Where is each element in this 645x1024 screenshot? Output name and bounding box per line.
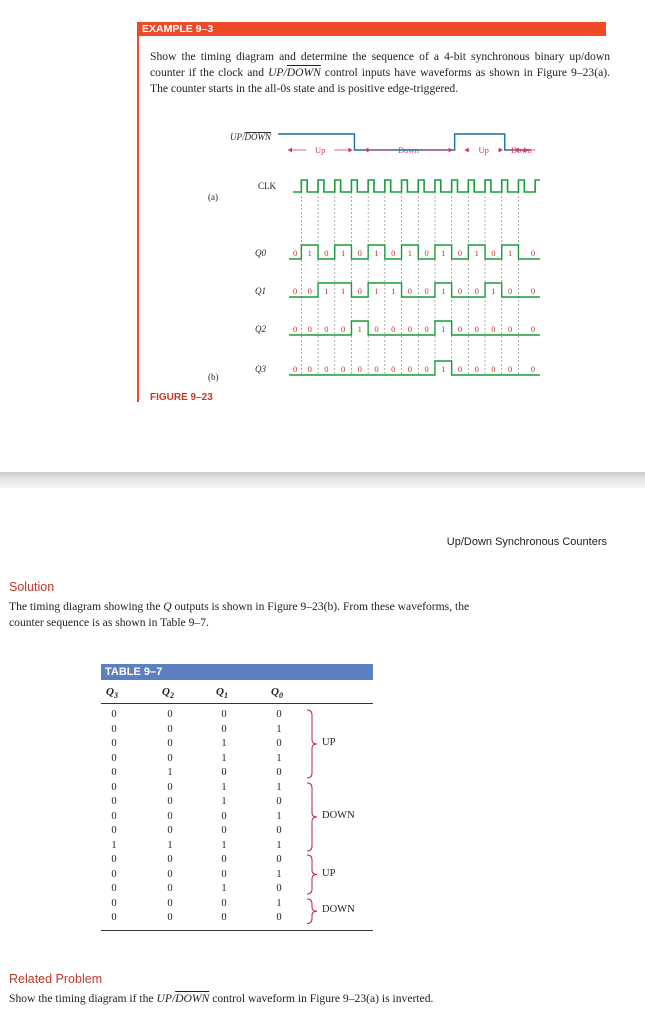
bit-Q0: 1 (441, 248, 446, 258)
group-label: UP (322, 867, 336, 879)
q-label-Q2: Q2 (255, 324, 266, 334)
bit-Q2: 0 (407, 324, 413, 334)
brace-path (307, 783, 317, 851)
table-cell: 0 (221, 854, 227, 865)
table-cell: 0 (276, 912, 282, 923)
bit-Q1: 0 (457, 286, 463, 296)
table-header: $Q_0$ (271, 686, 283, 701)
table-cell: 0 (111, 897, 117, 909)
table-cell: 0 (167, 810, 173, 822)
page-separator (0, 472, 645, 488)
bit-Q2: 0 (530, 324, 536, 334)
table-header-sub: 2 (169, 691, 174, 701)
bit-Q3: 0 (293, 364, 298, 374)
bit-Q0: 0 (324, 248, 329, 258)
bit-Q1: 0 (407, 286, 413, 296)
example-text (150, 49, 610, 97)
table-title: TABLE 9–7 (101, 664, 373, 680)
bit-Q1: 0 (307, 286, 312, 296)
table-cell: 0 (167, 709, 173, 720)
table-cell: 0 (167, 883, 173, 894)
bit-Q0: 0 (424, 248, 429, 258)
bit-Q0: 1 (474, 248, 479, 258)
bit-Q2: 0 (374, 324, 379, 334)
figure-caption: FIGURE 9–23 (150, 392, 213, 403)
bit-Q2: 0 (474, 324, 479, 334)
table-cell: 0 (276, 883, 282, 894)
bit-Q3: 0 (530, 364, 536, 374)
table-cell: 0 (167, 912, 173, 923)
brace-path (307, 855, 317, 894)
table-cell: 1 (276, 839, 282, 851)
bit-Q3: 0 (407, 364, 413, 374)
figure-label-a: (a) (208, 192, 218, 202)
bit-Q2: 0 (307, 324, 312, 334)
table-cell: 0 (221, 723, 227, 735)
table-cell: 0 (111, 767, 117, 778)
bit-Q0: 0 (293, 248, 298, 258)
table-cell: 0 (221, 825, 227, 836)
table-cell: 1 (276, 752, 282, 764)
table-cell: 1 (276, 723, 282, 735)
group-brace (305, 898, 319, 925)
table-cell: 1 (221, 738, 227, 749)
example-text-b: control inputs have waveforms as shown in Figure 9–23(a). The counter starts in the all-0s state and is positive edge-triggered. (150, 66, 610, 95)
table-cell: 1 (221, 796, 227, 807)
bit-Q1: 0 (424, 286, 429, 296)
q-label-Q0: Q0 (255, 248, 266, 258)
bit-Q0: 1 (374, 248, 379, 258)
table-cell: 0 (167, 752, 173, 764)
table-cell: 0 (276, 767, 282, 778)
updown-label: UP/DOWN (230, 132, 271, 142)
figure-label-b: (b) (208, 372, 219, 382)
table-cell: 0 (111, 854, 117, 865)
table-cell: 0 (276, 709, 282, 720)
table-cell: 0 (167, 781, 173, 793)
table-cell: 0 (276, 738, 282, 749)
bit-Q3: 0 (340, 364, 346, 374)
bit-Q1: 1 (441, 286, 446, 296)
bit-Q0: 0 (491, 248, 496, 258)
solution-text-b: outputs is shown in Figure 9–23(b). From these waveforms, the counter sequence is as shown in Table 9–7. (9, 600, 470, 629)
table-cell: 1 (221, 839, 227, 851)
table-cell: 1 (276, 868, 282, 880)
table-header: $Q_1$ (216, 686, 228, 701)
direction-label-2: Up (478, 145, 489, 155)
bit-Q2: 1 (357, 324, 362, 334)
bit-Q3: 0 (324, 364, 329, 374)
bit-Q2: 1 (441, 324, 446, 334)
q-label-Q1: Q1 (255, 286, 266, 296)
bit-Q1: 1 (324, 286, 329, 296)
table-header: $Q_2$ (162, 686, 174, 701)
bit-Q0: 1 (340, 248, 346, 258)
arrowhead (288, 148, 292, 153)
arrowhead (364, 148, 368, 153)
table-cell: 0 (276, 796, 282, 807)
table-cell: 0 (111, 723, 117, 735)
related-ctrl-up: UP/ (156, 992, 176, 1005)
example-ctrl-down: DOWN (286, 66, 321, 79)
bit-Q1: 1 (391, 286, 396, 296)
arrowhead (348, 148, 352, 153)
bit-Q0: 1 (507, 248, 513, 258)
solution-q: Q (163, 600, 172, 613)
table-cell: 0 (111, 781, 117, 793)
example-header: EXAMPLE 9–3 (137, 22, 606, 36)
bit-Q2: 0 (457, 324, 463, 334)
table-cell: 0 (111, 810, 117, 822)
table-cell: 0 (111, 796, 117, 807)
table-cell: 0 (221, 767, 227, 778)
bit-Q1: 0 (507, 286, 513, 296)
bit-Q2: 0 (340, 324, 346, 334)
table-cell: 1 (167, 767, 173, 778)
direction-label-0: Up (315, 145, 326, 155)
table-cell: 0 (167, 825, 173, 836)
table-cell: 1 (276, 781, 282, 793)
table-cell: 0 (167, 738, 173, 749)
bit-Q0: 0 (457, 248, 463, 258)
table-header-sub: 0 (278, 691, 283, 701)
bit-Q3: 0 (391, 364, 396, 374)
related-text-a: Show the timing diagram if the (9, 992, 157, 1005)
bit-Q3: 0 (491, 364, 496, 374)
table-cell: 1 (221, 781, 227, 793)
table-cell: 0 (221, 897, 227, 909)
table-cell: 0 (111, 709, 117, 720)
table-cell: 0 (167, 796, 173, 807)
bit-Q1: 1 (374, 286, 379, 296)
table-rule-bottom (101, 930, 373, 931)
group-label: DOWN (322, 809, 355, 821)
bit-Q0: 1 (307, 248, 312, 258)
timing-diagram (200, 125, 540, 385)
group-label: DOWN (322, 903, 355, 915)
brace-path (307, 710, 317, 778)
table-cell: 0 (111, 752, 117, 764)
table-cell: 0 (167, 723, 173, 735)
bit-Q1: 0 (474, 286, 479, 296)
table-cell: 0 (111, 912, 117, 923)
bit-Q3: 0 (457, 364, 463, 374)
solution-text-a: The timing diagram showing the (9, 600, 164, 613)
bit-Q1: 0 (293, 286, 298, 296)
bit-Q3: 0 (424, 364, 429, 374)
table-cell: 0 (276, 854, 282, 865)
table-cell: 1 (167, 839, 173, 851)
solution-text (9, 599, 479, 631)
bit-Q1: 1 (491, 286, 496, 296)
q-label-Q3: Q3 (255, 364, 266, 374)
bit-Q3: 0 (307, 364, 312, 374)
group-brace (305, 782, 319, 852)
group-brace (305, 854, 319, 895)
example-text-a: Show the timing diagram and determine the sequence of a 4-bit synchronous binary up/down counter if the clock and (150, 50, 610, 79)
table-cell: 0 (167, 854, 173, 865)
solution-heading: Solution (9, 580, 55, 594)
bit-Q3: 0 (374, 364, 379, 374)
related-ctrl-down: DOWN (175, 992, 210, 1005)
table-cell: 0 (221, 709, 227, 720)
arrowhead (465, 148, 469, 153)
related-text-b: control waveform in Figure 9–23(a) is inverted. (209, 992, 434, 1005)
bit-Q1: 1 (340, 286, 346, 296)
bit-Q0: 0 (391, 248, 396, 258)
bit-Q2: 0 (391, 324, 396, 334)
clk-waveform (293, 180, 540, 192)
bit-Q0: 1 (407, 248, 413, 258)
table-cell: 0 (111, 738, 117, 749)
table-cell: 0 (276, 825, 282, 836)
bit-Q0: 0 (530, 248, 536, 258)
bit-Q2: 0 (324, 324, 329, 334)
bit-Q1: 0 (357, 286, 362, 296)
bit-Q1: 0 (530, 286, 536, 296)
table-cell: 1 (221, 752, 227, 764)
brace-path (307, 899, 317, 924)
example-ctrl-up: UP/ (268, 66, 287, 79)
related-heading: Related Problem (9, 972, 103, 986)
bit-Q2: 0 (507, 324, 513, 334)
bit-Q3: 0 (507, 364, 513, 374)
table-cell: 0 (111, 883, 117, 894)
bit-Q0: 0 (357, 248, 362, 258)
direction-label-3: Down (510, 145, 532, 155)
page-top (0, 0, 645, 475)
bit-Q2: 0 (424, 324, 429, 334)
arrowhead (449, 148, 453, 153)
table-cell: 1 (276, 897, 282, 909)
bit-Q2: 0 (293, 324, 298, 334)
table-cell: 1 (276, 810, 282, 822)
table-cell: 0 (221, 912, 227, 923)
table-cell: 1 (221, 883, 227, 894)
arrowhead (499, 148, 503, 153)
related-text (9, 991, 479, 1007)
table-cell: 0 (111, 868, 117, 880)
table-rule-top (101, 703, 373, 704)
table-cell: 0 (167, 868, 173, 880)
table-cell: 0 (221, 868, 227, 880)
table-header-sub: 3 (113, 691, 118, 701)
table-header-sub: 1 (223, 691, 228, 701)
table-cell: 1 (111, 839, 117, 851)
table-cell: 0 (221, 810, 227, 822)
group-brace (305, 709, 319, 779)
example-rule (137, 22, 139, 402)
bit-Q3: 0 (357, 364, 362, 374)
group-label: UP (322, 737, 336, 748)
bit-Q2: 0 (491, 324, 496, 334)
bit-Q3: 1 (441, 364, 446, 374)
table-cell: 0 (111, 825, 117, 836)
table-header: $Q_3$ (106, 686, 118, 701)
table-cell: 0 (167, 897, 173, 909)
bit-Q3: 0 (474, 364, 479, 374)
clk-label: CLK (258, 181, 276, 191)
running-head: Up/Down Synchronous Counters (446, 536, 607, 548)
direction-label-1: Down (398, 145, 419, 155)
